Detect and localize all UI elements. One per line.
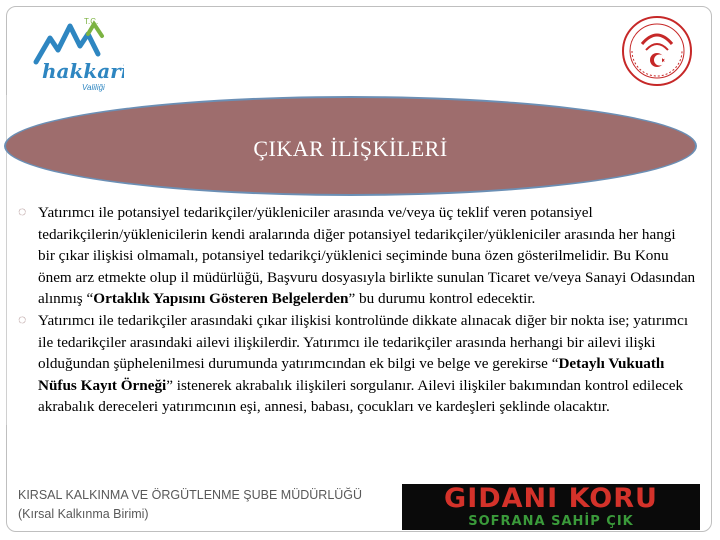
footer-department: KIRSAL KALKINMA VE ÖRGÜTLENME ŞUBE MÜDÜRLÜĞÜ [18,488,363,502]
ministry-emblem [620,14,694,88]
bullet-text: Yatırımcı ile potansiyel tedarikçiler/yükleniciler arasında ve/veya üç teklif veren potansiyel tedarikçilerin/yüklenicilerin kendi aralarında diğer potansiyel tedarikçiler/yükleniciler arasında her hangi bir çıkar ilişkisi olmamalı, potansiyel tedarikçi/yüklenici seçiminde buna özen gösterilmelidir. Bu Konu önem arz etmekte olup il müdürlüğü, Başvuru dosyasıyla birlikte sunulan Ticaret ve/veya Sanayi Odasından alınmış “ [38,204,696,308]
bullet-text: ” istenerek akrabalık ilişkileri sorgulanır. Ailevi ilişkiler bakımından kontrol edilecek akrabalık dereceleri yatırımcının eşi, annesi, babası, çocukları ve kardeşleri şeklinde olacaktır. [38,376,684,416]
svg-text:T.C.: T.C. [84,17,99,26]
footer [18,486,362,524]
bullet-item [16,310,696,418]
content-area [16,202,696,418]
footer-unit: (Kırsal Kalkınma Birimi) [18,507,149,521]
banner-headline: GIDANI KORU [444,483,658,514]
bullet-icon: ◌ [18,205,27,220]
title-banner [4,96,697,196]
campaign-banner [402,484,700,530]
bullet-text: ” bu durumu kontrol edecektir. [348,290,536,308]
svg-text:Valiliği: Valiliği [82,83,105,92]
bullet-item [16,202,696,310]
svg-text:hakkari: hakkari [42,59,124,83]
hakkari-logo [28,14,124,94]
bullet-bold-text: Detaylı Vukuatlı Nüfus Kayıt Örneği [38,355,665,394]
bullet-bold-text: Ortaklık Yapısını Gösteren Belgelerden [93,290,349,308]
bullet-text: Yatırımcı ile tedarikçiler arasındaki çıkar ilişkisi kontrolünde dikkate alınacak diğer bir nokta ise; yatırımcı ile tedarikçiler arasındaki ailevi ilişkilerdir. Yatırımcı ile tedarikçiler arasında herhangi bir ailevi ilişki olduğundan şüphelenilmesi durumunda yatırımcından ek bilgi ve belge ve gerekirse “ [38,311,689,373]
banner-slogan: SOFRANA SAHİP ÇIK [468,514,634,529]
bullet-icon: ◌ [18,312,27,328]
slide-title: ÇIKAR İLİŞKİLERİ [253,136,448,161]
